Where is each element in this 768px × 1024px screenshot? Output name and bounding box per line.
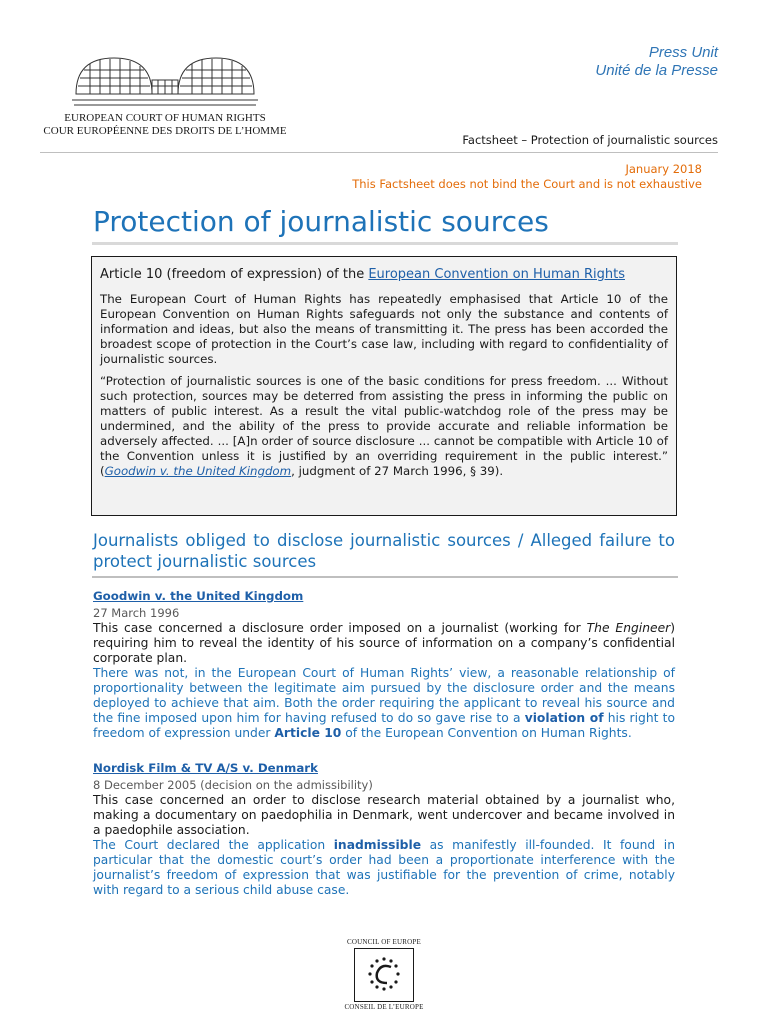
article-label: Article 10	[274, 726, 342, 740]
publication-date: January 2018	[625, 162, 702, 176]
article-heading-text: Article 10 (freedom of expression) of the	[100, 267, 369, 282]
case-date: 27 March 1996	[93, 606, 180, 620]
convention-link[interactable]: European Convention on Human Rights	[368, 267, 625, 282]
inadmissible-label: inadmissible	[333, 838, 422, 852]
factsheet-label: Factsheet – Protection of journalistic sources	[40, 132, 718, 153]
article-10-box	[91, 256, 677, 516]
case-date: 8 December 2005 (decision on the admissibility)	[93, 778, 373, 792]
case-ruling	[93, 666, 675, 741]
case-description: This case concerned an order to disclose research material obtained by a journalist who, making a documentary on paedophilia in Denmark, went undercover and became involved in a paedophile association.	[93, 793, 675, 837]
goodwin-quote-link[interactable]: Goodwin v. the United Kingdom	[104, 464, 292, 478]
press-unit	[595, 44, 718, 80]
violation-label: violation of	[524, 711, 604, 725]
section-title: Journalists obliged to disclose journalistic sources / Alleged failure to protect journalistic sources	[93, 531, 675, 571]
council-of-europe-logo	[344, 938, 424, 1018]
date-block	[352, 162, 702, 192]
court-building-icon	[70, 50, 260, 112]
coe-name-fr: CONSEIL DE L’EUROPE	[344, 1003, 424, 1011]
section-divider	[92, 576, 678, 578]
ruling-text-end: as manifestly ill-founded. It found in particular that the domestic court’s order had been a proportionate interference with the journalist’s freedom of expression that was justifiable for the prevention of crime, notably with regard to a serious child abuse case.	[93, 838, 675, 897]
press-unit-fr: Unité de la Presse	[595, 62, 718, 79]
ruling-text: There was not, in the European Court of Human Rights’ view, a reasonable relationship of proportionality between the legitimate aim pursued by the disclosure order and the means deployed to achieve that aim. Both the order requiring the applicant to reveal his source and the fine imposed upon him for having refused to do so gave rise to a	[93, 666, 675, 725]
disclaimer: This Factsheet does not bind the Court and is not exhaustive	[352, 177, 702, 191]
coe-emblem-frame	[354, 948, 414, 1002]
ruling-text-end: of the European Convention on Human Rights.	[341, 726, 632, 740]
case-nordisk	[93, 757, 675, 898]
case-ruling	[93, 838, 675, 898]
article-paragraph: The European Court of Human Rights has repeatedly emphasised that Article 10 of the European Convention on Human Rights safeguards not only the substance and contents of information and ideas, but also the means of transmitting it. The press has been accorded the broadest scope of protection in the Court’s case law, including with regard to confidentiality of journalistic sources.	[100, 292, 668, 366]
case-title-link[interactable]: Goodwin v. the United Kingdom	[93, 589, 304, 603]
desc-text: This case concerned a disclosure order imposed on a journalist (working for	[93, 621, 587, 635]
case-title-link[interactable]: Nordisk Film & TV A/S v. Denmark	[93, 761, 318, 775]
publication-name: The Engineer	[586, 621, 671, 635]
article-quote	[100, 374, 668, 479]
press-unit-en: Press Unit	[648, 44, 718, 61]
case-goodwin	[93, 585, 675, 741]
case-description	[93, 621, 675, 666]
desc-text-end: ) requiring him to reveal the identity of his source of information on a company’s confidential corporate plan.	[93, 621, 676, 665]
court-name-fr: COUR EUROPÉENNE DES DROITS DE L’HOMME	[43, 125, 287, 137]
coe-stars-icon	[355, 949, 413, 1001]
coe-name-en: COUNCIL OF EUROPE	[347, 938, 421, 946]
page-title: Protection of journalistic sources	[93, 205, 549, 238]
quote-end-text: , judgment of 27 March 1996, § 39).	[291, 464, 504, 478]
ruling-text-mid: his right to freedom of expression under	[93, 711, 675, 740]
title-divider	[92, 242, 678, 245]
article-heading	[100, 267, 668, 283]
court-name-en: EUROPEAN COURT OF HUMAN RIGHTS	[64, 112, 266, 124]
ruling-text: The Court declared the application	[93, 838, 334, 852]
quote-text: “Protection of journalistic sources is one of the basic conditions for press freedom. ... Without such protection, sources may be deterred from assisting the press in informing the public on matters of public interest. As a result the vital public-watchdog role of the press may be undermined, and the ability of the press to provide accurate and reliable information be adversely affected. ... [A]n order of source disclosure ... cannot be compatible with Article 10 of the Convention unless it is justified by an overriding requirement in the public interest.” (	[100, 374, 668, 478]
